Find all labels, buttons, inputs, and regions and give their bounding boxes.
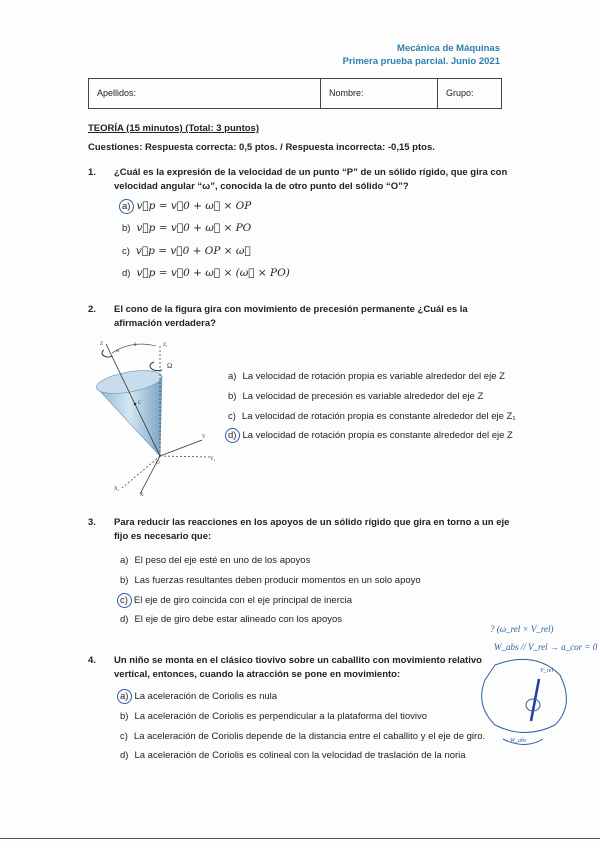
option-letter: a) <box>122 201 131 212</box>
option-text: v⃗p = v⃗0 + ω⃗ × PO <box>136 222 252 234</box>
question-number: 4. <box>88 655 96 666</box>
option-letter: a) <box>120 691 129 702</box>
option-letter: d) <box>228 430 237 441</box>
label-x: X <box>140 493 144 498</box>
option-letter: c) <box>120 595 128 606</box>
label-y: Y <box>202 435 206 440</box>
option-letter: b) <box>120 711 129 722</box>
question-text: velocidad angular “ω”, conocida la de otro punto del sólido “O”? <box>114 181 409 192</box>
label-o: O <box>156 461 160 466</box>
option-letter: a) <box>228 371 237 382</box>
course-title: Mecánica de Máquinas <box>397 43 500 54</box>
option-text: La velocidad de rotación propia es variable alrededor del eje Z <box>242 371 505 382</box>
name-label: Nombre: <box>329 88 364 98</box>
question-text: afirmación verdadera? <box>114 318 216 329</box>
exam-subtitle: Primera prueba parcial. Junio 2021 <box>342 56 500 67</box>
cone-precession-figure <box>92 338 222 498</box>
option-letter: c) <box>228 411 236 422</box>
handwritten-note: W_abs <box>510 738 527 744</box>
handwritten-note: V_rel <box>540 668 554 674</box>
option-letter: c) <box>120 731 128 742</box>
question-1 <box>88 166 507 194</box>
group-label: Grupo: <box>446 88 474 98</box>
option-text: La aceleración de Coriolis es nula <box>134 691 278 702</box>
surname-label: Apellidos: <box>97 88 137 98</box>
label-omega: ω <box>116 349 120 354</box>
name-field[interactable] <box>321 79 438 108</box>
option-letter: c) <box>122 246 130 257</box>
option-letter: b) <box>120 575 129 586</box>
option-letter: b) <box>228 391 237 402</box>
student-info-box <box>88 78 502 109</box>
question-text: fijo es necesario que: <box>114 531 212 542</box>
question-text: ¿Cuál es la expresión de la velocidad de un punto “P” de un sólido rígido, que gira con <box>114 167 508 178</box>
option-text: El peso del eje esté en uno de los apoyos <box>134 555 311 566</box>
label-z: Z <box>100 342 104 347</box>
group-field[interactable] <box>438 79 501 108</box>
option-text: La velocidad de precesión es variable alrededor del eje Z <box>242 391 484 402</box>
option-text: La velocidad de rotación propia es constante alrededor del eje Z₁ <box>241 411 516 422</box>
section-title: TEORÍA (15 minutos) (Total: 3 puntos) <box>88 123 259 134</box>
label-theta: θ <box>134 343 137 348</box>
option-letter: d) <box>120 750 129 761</box>
question-number: 3. <box>88 517 96 528</box>
question-3 <box>88 516 509 544</box>
label-z1: Z₁ <box>163 343 168 348</box>
handwritten-sketch <box>475 655 585 750</box>
option-text: La aceleración de Coriolis es colineal con la velocidad de traslación de la noria <box>134 750 466 761</box>
answer-option-b[interactable] <box>120 575 421 586</box>
option-text: Las fuerzas resultantes deben producir momentos en un solo apoyo <box>134 575 421 586</box>
question-text: Un niño se monta en el clásico tiovivo sobre un caballito con movimiento relativo <box>114 655 482 666</box>
answer-option-a[interactable] <box>120 691 277 702</box>
answer-option-c[interactable] <box>120 595 352 606</box>
option-text: v⃗p = v⃗0 + ω⃗ × (ω⃗ × PO) <box>136 267 290 279</box>
answer-option-d[interactable] <box>228 430 513 441</box>
question-number: 2. <box>88 304 96 315</box>
option-letter: a) <box>120 555 129 566</box>
scoring-rules: Cuestiones: Respuesta correcta: 0,5 ptos. / Respuesta incorrecta: -0,15 ptos. <box>88 142 435 153</box>
answer-option-a[interactable] <box>120 555 310 566</box>
question-2 <box>88 303 468 331</box>
option-text: El eje de giro coincida con el eje principal de inercia <box>133 595 353 606</box>
option-text: v⃗p = v⃗0 + ω⃗ × OP <box>136 200 252 212</box>
option-text: La aceleración de Coriolis es perpendicular a la plataforma del tiovivo <box>134 711 428 722</box>
answer-option-d[interactable] <box>120 750 466 761</box>
option-letter: b) <box>122 223 131 234</box>
answer-option-a[interactable] <box>228 371 505 382</box>
answer-option-c[interactable] <box>122 245 251 257</box>
question-text: vertical, entonces, cuando la atracción se pone en movimiento: <box>114 669 401 680</box>
answer-option-a[interactable] <box>122 200 251 212</box>
answer-option-b[interactable] <box>120 711 427 722</box>
handwritten-note: W_abs // V_rel → a_cor = 0 <box>494 642 598 652</box>
answer-option-d[interactable] <box>122 267 290 279</box>
answer-option-b[interactable] <box>122 222 251 234</box>
question-number: 1. <box>88 167 96 178</box>
option-text: La velocidad de rotación propia es constante alrededor del eje Z <box>242 430 513 441</box>
answer-option-c[interactable] <box>120 731 485 742</box>
handwritten-note: ? (ω_rel × V_rel) <box>490 624 554 634</box>
answer-option-c[interactable] <box>228 411 516 422</box>
label-c: C <box>138 401 142 406</box>
answer-option-b[interactable] <box>228 391 483 402</box>
option-letter: d) <box>120 614 129 625</box>
question-4 <box>88 654 482 682</box>
surname-field[interactable] <box>89 79 321 108</box>
label-x1: X₁ <box>114 487 120 492</box>
option-letter: d) <box>122 268 131 279</box>
answer-option-d[interactable] <box>120 614 342 625</box>
label-Omega: Ω <box>167 362 173 370</box>
option-text: v⃗p = v⃗0 + OP × ω⃗ <box>135 245 251 257</box>
question-text: Para reducir las reacciones en los apoyos de un sólido rígido que gira en torno a un eje <box>114 517 510 528</box>
option-text: El eje de giro debe estar alineado con los apoyos <box>134 614 343 625</box>
label-y1: Y₁ <box>210 457 216 462</box>
question-text: El cono de la figura gira con movimiento de precesión permanente ¿Cuál es la <box>114 304 468 315</box>
page-bottom-edge <box>0 838 600 839</box>
option-text: La aceleración de Coriolis depende de la distancia entre el caballito y el eje de giro. <box>133 731 486 742</box>
